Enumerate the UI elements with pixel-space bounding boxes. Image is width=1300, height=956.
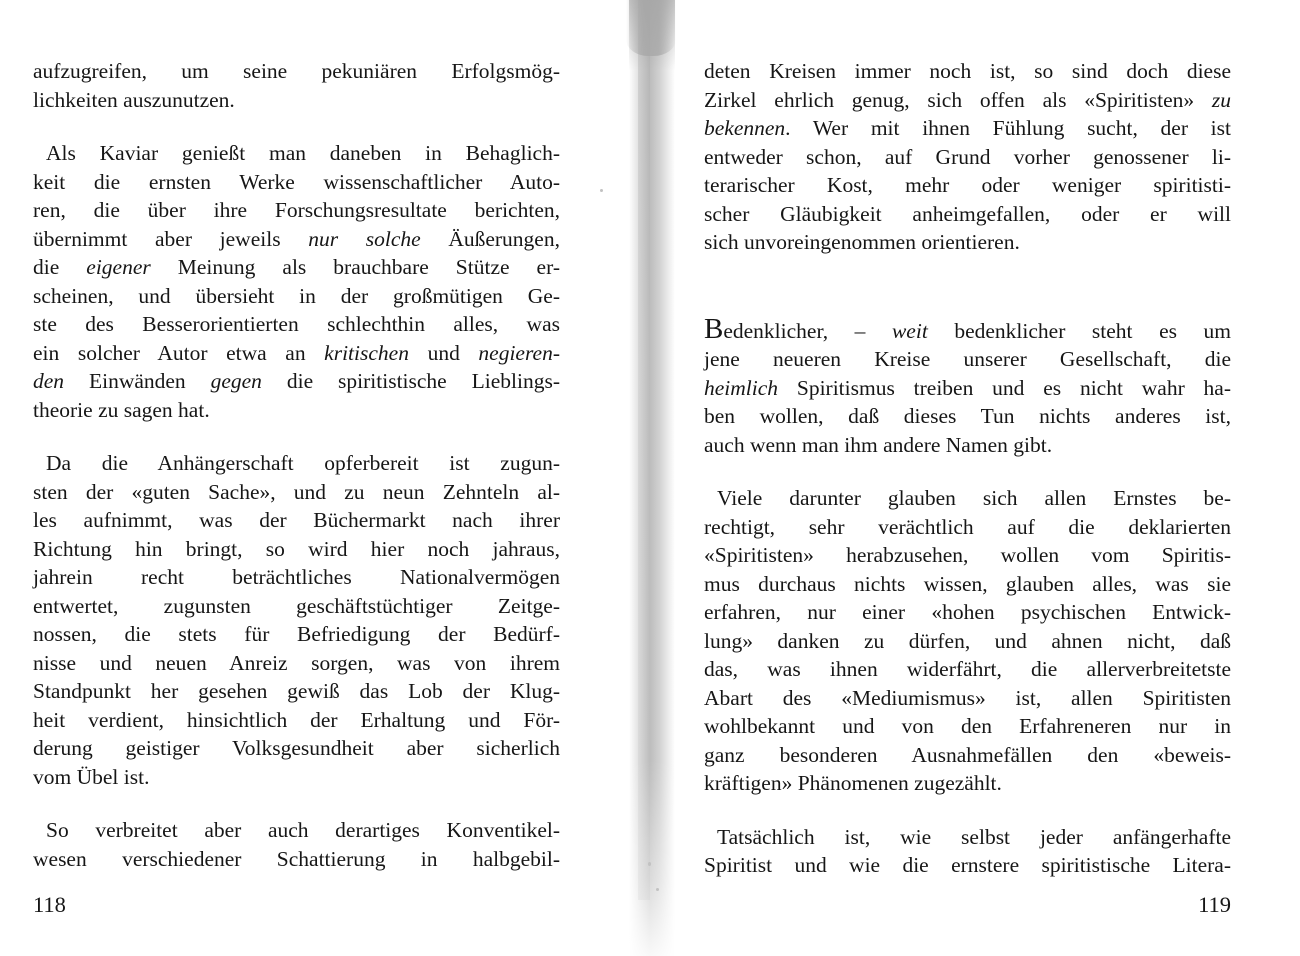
- text-line: Zirkel ehrlich genug, sich offen als «Spiritisten» zu: [704, 87, 1231, 112]
- text-line: übernimmt aber jeweils nur solche Äußerungen,: [33, 226, 560, 251]
- right-page-number: 119: [1198, 892, 1231, 917]
- scan-speck: [656, 888, 659, 891]
- text-line: Da die Anhängerschaft opferbereit ist zugun-: [46, 451, 560, 475]
- text-line: vom Übel ist.: [33, 764, 150, 789]
- initial-capital: B: [704, 312, 724, 345]
- text-line: lichkeiten auszunutzen.: [33, 87, 235, 112]
- paragraph: [704, 823, 1231, 880]
- text-line: scher Gläubigkeit anheimgefallen, oder er will: [704, 201, 1231, 226]
- text-line: aufzugreifen, um seine pekuniären Erfolgsmög-: [33, 59, 560, 83]
- text-line: theorie zu sagen hat.: [33, 397, 210, 422]
- text-line: Bedenklicher, – weit bedenklicher steht es um: [704, 312, 1231, 345]
- paragraph: [704, 57, 1231, 257]
- text-line: «Spiritisten» herabzusehen, wollen vom Spiritis-: [704, 543, 1231, 567]
- text-line: lung» danken zu dürfen, und ahnen nicht, daß: [704, 628, 1231, 653]
- text-line: Spiritist und wie die ernstere spiritistische Litera-: [704, 853, 1231, 877]
- text-line: keit die ernsten Werke wissenschaftlicher Auto-: [33, 169, 560, 194]
- text-line: heimlich Spiritismus treiben und es nicht wahr ha-: [704, 375, 1231, 400]
- text-line: Abart des «Mediumismus» ist, allen Spiritisten: [704, 685, 1231, 710]
- binding-shadow-top: [626, 0, 676, 56]
- text-line: sich unvoreingenommen orientieren.: [704, 230, 1020, 254]
- text-line: Tatsächlich ist, wie selbst jeder anfängerhafte: [717, 824, 1231, 849]
- text-line: ein solcher Autor etwa an kritischen und negieren-: [33, 340, 560, 365]
- text-line: entwertet, zugunsten geschäftstüchtiger Zeitge-: [33, 593, 560, 618]
- text-line: wohlbekannt und von den Erfahreneren nur in: [704, 714, 1231, 738]
- left-page-number: 118: [33, 892, 66, 917]
- text-line: nisse und neuen Anreiz sorgen, was von ihrem: [33, 650, 560, 675]
- text-line: ben wollen, daß dieses Tun nichts anderes ist,: [704, 404, 1231, 428]
- text-line: nossen, die stets für Befriedigung der Bedürf-: [33, 622, 560, 646]
- text-line: die eigener Meinung als brauchbare Stütze er-: [33, 255, 560, 279]
- text-line: deten Kreisen immer noch ist, so sind doch diese: [704, 59, 1231, 83]
- text-line: derung geistiger Volksgesundheit aber sicherlich: [33, 736, 560, 760]
- right-page-text: [704, 57, 1231, 880]
- text-line: heit verdient, hinsichtlich der Erhaltung und För-: [33, 707, 560, 732]
- text-line: auch wenn man ihm andere Namen gibt.: [704, 432, 1053, 457]
- text-line: mus durchaus nichts wissen, glauben alles, was sie: [704, 571, 1231, 596]
- paragraph: [33, 139, 560, 424]
- text-line: les aufnimmt, was der Büchermarkt nach ihrer: [33, 508, 560, 532]
- scan-speck: [648, 862, 651, 866]
- book-binding-shadow: [629, 0, 675, 956]
- text-line: ren, die über ihre Forschungsresultate berichten,: [33, 198, 560, 222]
- scan-speck: [600, 189, 603, 192]
- paragraph: [33, 449, 560, 791]
- left-page-text: [33, 57, 560, 873]
- text-line: scheinen, und übersieht in der großmütigen Ge-: [33, 283, 560, 308]
- paragraph: [704, 312, 1231, 460]
- text-line: bekennen. Wer mit ihnen Fühlung sucht, der ist: [704, 116, 1231, 140]
- text-line: ganz besonderen Ausnahmefällen den «beweis-: [704, 742, 1231, 767]
- paragraph: [33, 816, 560, 873]
- text-line: erfahren, nur einer «hohen psychischen Entwick-: [704, 600, 1231, 624]
- text-line: Viele darunter glauben sich allen Ernstes be-: [717, 486, 1231, 510]
- paragraph: [704, 484, 1231, 798]
- text-line: jahrein recht beträchtliches Nationalvermögen: [33, 565, 560, 589]
- text-line: Als Kaviar genießt man daneben in Behaglich-: [46, 141, 560, 165]
- text-line: ste des Besserorientierten schlechthin alles, was: [33, 312, 560, 336]
- text-line: den Einwänden gegen die spiritistische Lieblings-: [33, 369, 560, 393]
- text-line: sten der «guten Sache», und zu neun Zehnteln al-: [33, 479, 560, 504]
- text-line: terarischer Kost, mehr oder weniger spiritisti-: [704, 173, 1231, 197]
- text-line: rechtigt, sehr verächtlich auf die deklarierten: [704, 514, 1231, 539]
- text-line: kräftigen» Phänomenen zugezählt.: [704, 771, 1002, 795]
- text-line: jene neueren Kreise unserer Gesellschaft, die: [704, 347, 1231, 371]
- text-line: So verbreitet aber auch derartiges Konventikel-: [46, 818, 560, 842]
- text-line: entweder schon, auf Grund vorher genossener li-: [704, 144, 1231, 169]
- text-line: wesen verschiedener Schattierung in halbgebil-: [33, 846, 560, 871]
- paragraph: [33, 57, 560, 114]
- text-line: Richtung hin bringt, so wird hier noch jahraus,: [33, 536, 560, 561]
- text-line: Standpunkt her gesehen gewiß das Lob der Klug-: [33, 679, 560, 703]
- text-line: das, was ihnen widerfährt, die allerverbreitetste: [704, 657, 1231, 681]
